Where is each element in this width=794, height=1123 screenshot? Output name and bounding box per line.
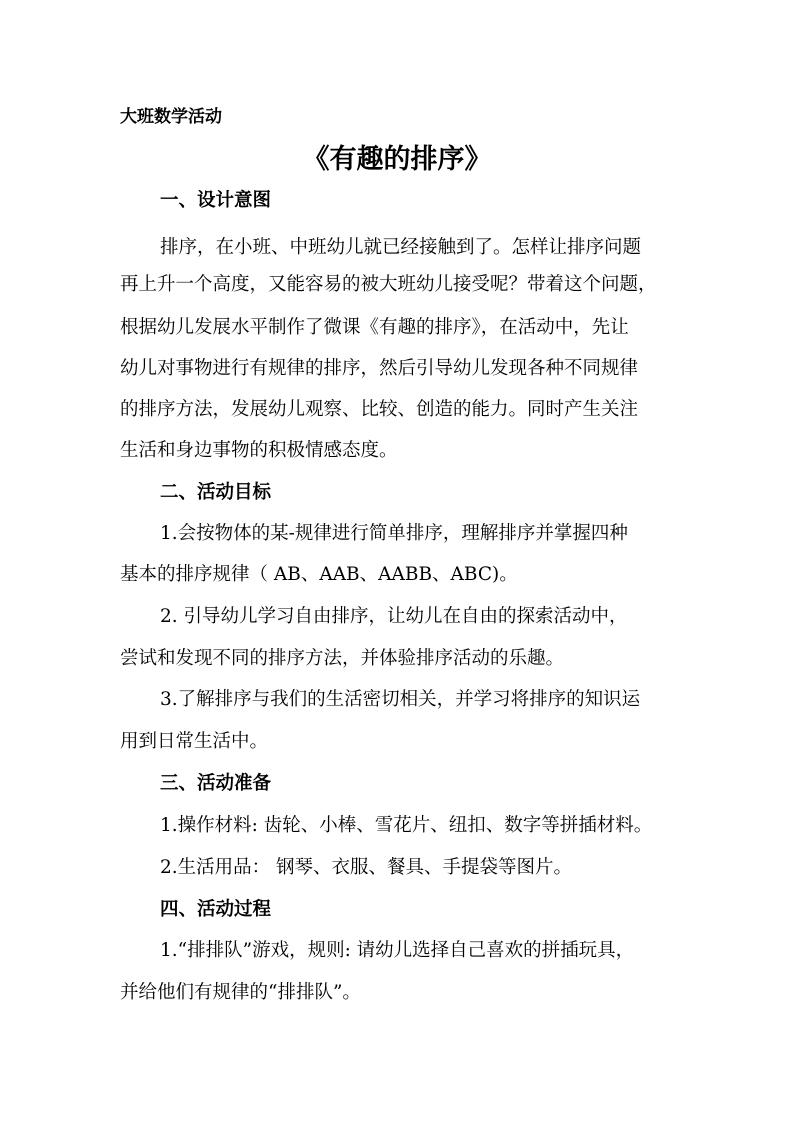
- paragraph-line: 再上升一个高度，又能容易的被大班幼儿接受呢？带着这个问题，: [120, 274, 657, 295]
- paragraph-line: 排序，在小班、中班幼儿就已经接触到了。怎样让排序问题: [160, 237, 642, 258]
- activity-label: 大班数学活动: [120, 107, 222, 127]
- list-item-line: 用到日常生活中。: [120, 731, 269, 752]
- document-title: 《有趣的排序》: [302, 144, 492, 175]
- list-item-line: 2. 引导幼儿学习自由排序，让幼儿在自由的探索活动中，: [160, 606, 628, 627]
- section-heading-design: 一、设计意图: [160, 190, 272, 211]
- list-item-line: 1.会按物体的某-规律进行简单排序，理解排序并掌握四种: [160, 523, 628, 544]
- paragraph-line: 根据幼儿发展水平制作了微课《有趣的排序》，在活动中，先让: [120, 317, 629, 338]
- section-heading-preparation: 三、活动准备: [160, 773, 272, 794]
- list-item-line: 1.操作材料: 齿轮、小棒、雪花片、纽扣、数字等拼插材料。: [160, 815, 653, 836]
- section-heading-process: 四、活动过程: [160, 899, 272, 920]
- list-item-line: 基本的排序规律（ AB、AAB、AABB、ABC)。: [120, 564, 518, 585]
- paragraph-line: 生活和身边事物的积极情感态度。: [120, 440, 398, 461]
- paragraph-line: 幼儿对事物进行有规律的排序，然后引导幼儿发现各种不同规律: [120, 358, 639, 379]
- list-item-line: 2.生活用品： 钢琴、衣服、餐具、手提袋等图片。: [160, 857, 573, 878]
- list-item-line: 并给他们有规律的“排排队”。: [120, 982, 361, 1003]
- paragraph-line: 的排序方法，发展幼儿观察、比较、创造的能力。同时产生关注: [120, 399, 639, 420]
- list-item-line: 1.“排排队”游戏，规则: 请幼儿选择自己喜欢的拼插玩具，: [160, 940, 635, 961]
- section-heading-goals: 二、活动目标: [160, 482, 272, 503]
- list-item-line: 尝试和发现不同的排序方法，并体验排序活动的乐趣。: [120, 648, 565, 669]
- list-item-line: 3.了解排序与我们的生活密切相关，并学习将排序的知识运: [160, 689, 641, 710]
